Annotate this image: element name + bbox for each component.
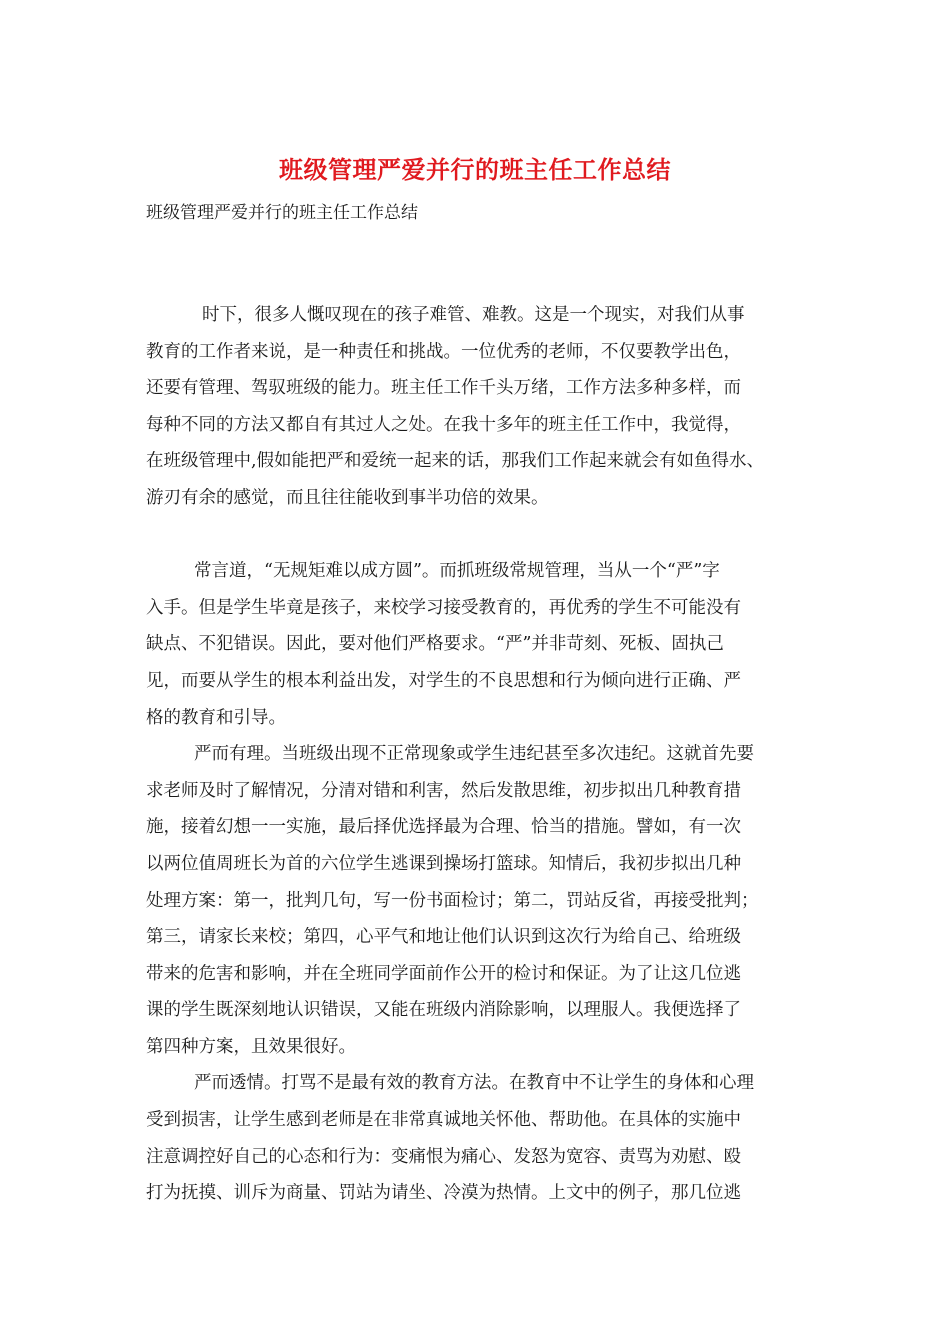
paragraph-2-line-2: 入手。但是学生毕竟是孩子，来校学习接受教育的，再优秀的学生不可能没有 (146, 597, 741, 618)
paragraph-3-line-9: 第四种方案，且效果很好。 (146, 1036, 356, 1057)
document-title: 班级管理严爱并行的班主任工作总结 (279, 155, 671, 184)
paragraph-2-line-5: 格的教育和引导。 (146, 707, 286, 728)
paragraph-3-line-5: 处理方案：第一，批判几句，写一份书面检讨；第二，罚站反省，再接受批判； (146, 890, 759, 911)
paragraph-2-line-1: 常言道，“无规矩难以成方圆”。而抓班级常规管理，当从一个“严”字 (194, 561, 720, 582)
paragraph-3-line-3: 施，接着幻想一一实施，最后择优选择最为合理、恰当的措施。譬如，有一次 (146, 817, 741, 838)
paragraph-3-line-1: 严而有理。当班级出现不正常现象或学生违纪甚至多次违纪。这就首先要 (194, 744, 754, 765)
paragraph-1-line-3: 还要有管理、驾驭班级的能力。班主任工作千头万绪，工作方法多种多样，而 (146, 378, 741, 399)
paragraph-1-line-2: 教育的工作者来说，是一种责任和挑战。一位优秀的老师，不仅要教学出色， (146, 341, 741, 362)
paragraph-3-line-2: 求老师及时了解情况，分清对错和利害，然后发散思维，初步拟出几种教育措 (146, 780, 741, 801)
paragraph-2-line-3: 缺点、不犯错误。因此，要对他们严格要求。“严”并非苛刻、死板、固执己 (146, 634, 724, 655)
paragraph-4-line-3: 注意调控好自己的心态和行为：变痛恨为痛心、发怒为宽容、责骂为劝慰、殴 (146, 1146, 741, 1167)
paragraph-4-line-1: 严而透情。打骂不是最有效的教育方法。在教育中不让学生的身体和心理 (194, 1073, 754, 1094)
paragraph-3-line-8: 课的学生既深刻地认识错误，又能在班级内消除影响，以理服人。我便选择了 (146, 1000, 741, 1021)
paragraph-1-line-5: 在班级管理中,假如能把严和爱统一起来的话，那我们工作起来就会有如鱼得水、 (146, 451, 765, 472)
paragraph-2-line-4: 见，而要从学生的根本利益出发，对学生的不良思想和行为倾向进行正确、严 (146, 670, 741, 691)
paragraph-4-line-2: 受到损害，让学生感到老师是在非常真诚地关怀他、帮助他。在具体的实施中 (146, 1110, 741, 1131)
paragraph-3-line-4: 以两位值周班长为首的六位学生逃课到操场打篮球。知情后，我初步拟出几种 (146, 853, 741, 874)
paragraph-1-line-1: 时下，很多人慨叹现在的孩子难管、难教。这是一个现实，对我们从事 (202, 305, 745, 325)
paragraph-3-line-6: 第三，请家长来校；第四，心平气和地让他们认识到这次行为给自己、给班级 (146, 927, 741, 948)
paragraph-4-line-4: 打为抚摸、训斥为商量、罚站为请坐、冷漠为热情。上文中的例子，那几位逃 (146, 1183, 741, 1204)
document-subtitle: 班级管理严爱并行的班主任工作总结 (146, 203, 418, 223)
paragraph-1-line-6: 游刃有余的感觉，而且往往能收到事半功倍的效果。 (146, 487, 549, 508)
document-body (146, 297, 826, 1212)
paragraph-1-line-4: 每种不同的方法又都自有其过人之处。在我十多年的班主任工作中，我觉得， (146, 414, 741, 435)
paragraph-3-line-7: 带来的危害和影响，并在全班同学面前作公开的检讨和保证。为了让这几位逃 (146, 963, 741, 984)
paragraph-gap (146, 517, 826, 554)
